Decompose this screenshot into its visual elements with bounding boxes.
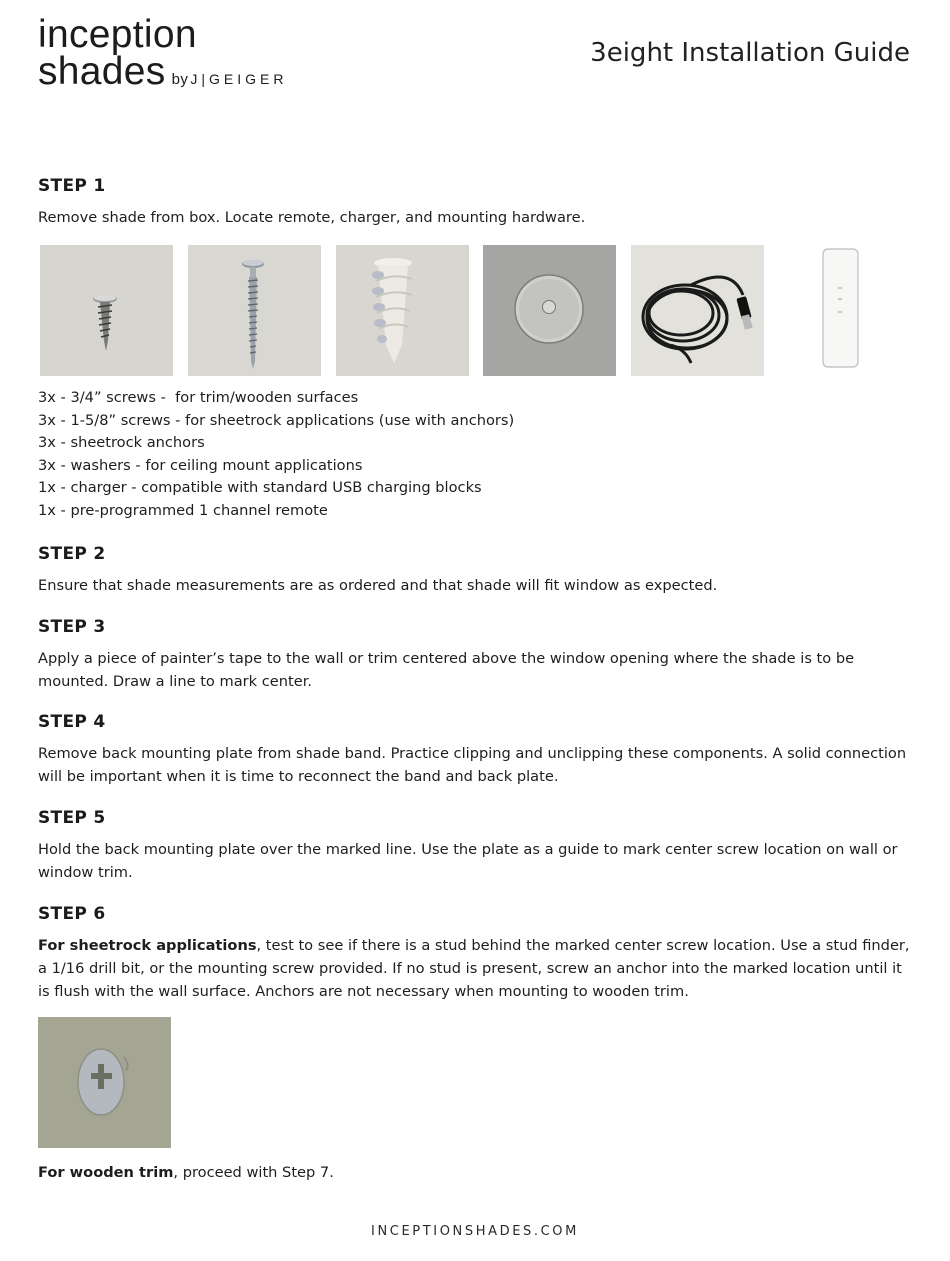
document-title: 3eight Installation Guide — [590, 38, 910, 68]
step-2-heading: STEP 2 — [38, 544, 106, 564]
logo-line-1: inception — [38, 13, 197, 56]
remote-icon — [779, 245, 912, 376]
step-6-followup-text: , proceed with Step 7. — [173, 1164, 334, 1181]
step-5-text: Hold the back mounting plate over the marked line. Use the plate as a guide to mark center screw location on wall or window trim. — [38, 841, 898, 881]
logo-line-2: shades — [38, 50, 166, 93]
step-4-text: Remove back mounting plate from shade band. Practice clipping and unclipping these components. A solid connection will be important when it is time to reconnect the band and back plate. — [38, 745, 907, 785]
sheetrock-anchor-icon — [336, 245, 469, 376]
installed-anchor-icon — [38, 1017, 171, 1148]
step-6-followup-bold: For wooden trim — [38, 1164, 174, 1181]
step-3-heading: STEP 3 — [38, 617, 106, 637]
remote-photo — [779, 245, 912, 376]
hardware-list-item: 3x - 3/4” screws - for trim/wooden surfaces — [38, 389, 359, 406]
washer-icon — [483, 245, 616, 376]
short-screw-photo — [40, 245, 173, 376]
step-6-body: , test to see if there is a stud behind the marked center screw location. Use a stud finder, a 1/16 drill bit, or the mounting screw provided. If no stud is present, screw an anchor into the marked location until it is flush with the wall surface. Anchors are not necessary when mounting to wooden trim. — [38, 937, 910, 1000]
hardware-list-item: 1x - charger - compatible with standard USB charging blocks — [38, 479, 482, 497]
step-6-bold-lead: For sheetrock applications — [38, 937, 257, 954]
hardware-list-item: 3x - 1-5/8” screws - for sheetrock applications (use with anchors) — [38, 411, 515, 429]
logo-line-2-row — [38, 50, 288, 98]
step-6-heading: STEP 6 — [38, 904, 106, 924]
long-screw-photo — [188, 245, 321, 376]
short-screw-icon — [40, 245, 173, 376]
washer-photo — [483, 245, 616, 376]
sheetrock-anchor-photo — [336, 245, 469, 376]
step-2-text: Ensure that shade measurements are as ordered and that shade will fit window as expected. — [38, 577, 718, 594]
step-3-text: Apply a piece of painter’s tape to the wall or trim centered above the window opening where the shade is to be mounted. Draw a line to mark center. — [38, 650, 855, 690]
long-screw-icon — [188, 245, 321, 376]
brand-logo — [38, 13, 288, 98]
step-1-text: Remove shade from box. Locate remote, charger, and mounting hardware. — [38, 209, 586, 226]
installed-anchor-photo — [38, 1017, 171, 1148]
hardware-list-item: 3x - sheetrock anchors — [38, 434, 205, 452]
hardware-list-item: 3x - washers - for ceiling mount applications — [38, 456, 363, 474]
step-6-followup — [38, 1161, 918, 1184]
footer-website: INCEPTIONSHADES.COM — [371, 1224, 579, 1239]
step-5-heading: STEP 5 — [38, 808, 106, 828]
logo-by: by — [171, 71, 189, 88]
usb-cable-icon — [631, 245, 764, 376]
hardware-list — [38, 387, 514, 523]
logo-brand: J|GEIGER — [190, 71, 288, 87]
hardware-list-item: 1x - pre-programmed 1 channel remote — [38, 501, 328, 519]
step-1-heading: STEP 1 — [38, 176, 106, 196]
step-4-heading: STEP 4 — [38, 712, 106, 732]
usb-cable-photo — [631, 245, 764, 376]
step-6-text — [38, 934, 918, 1003]
